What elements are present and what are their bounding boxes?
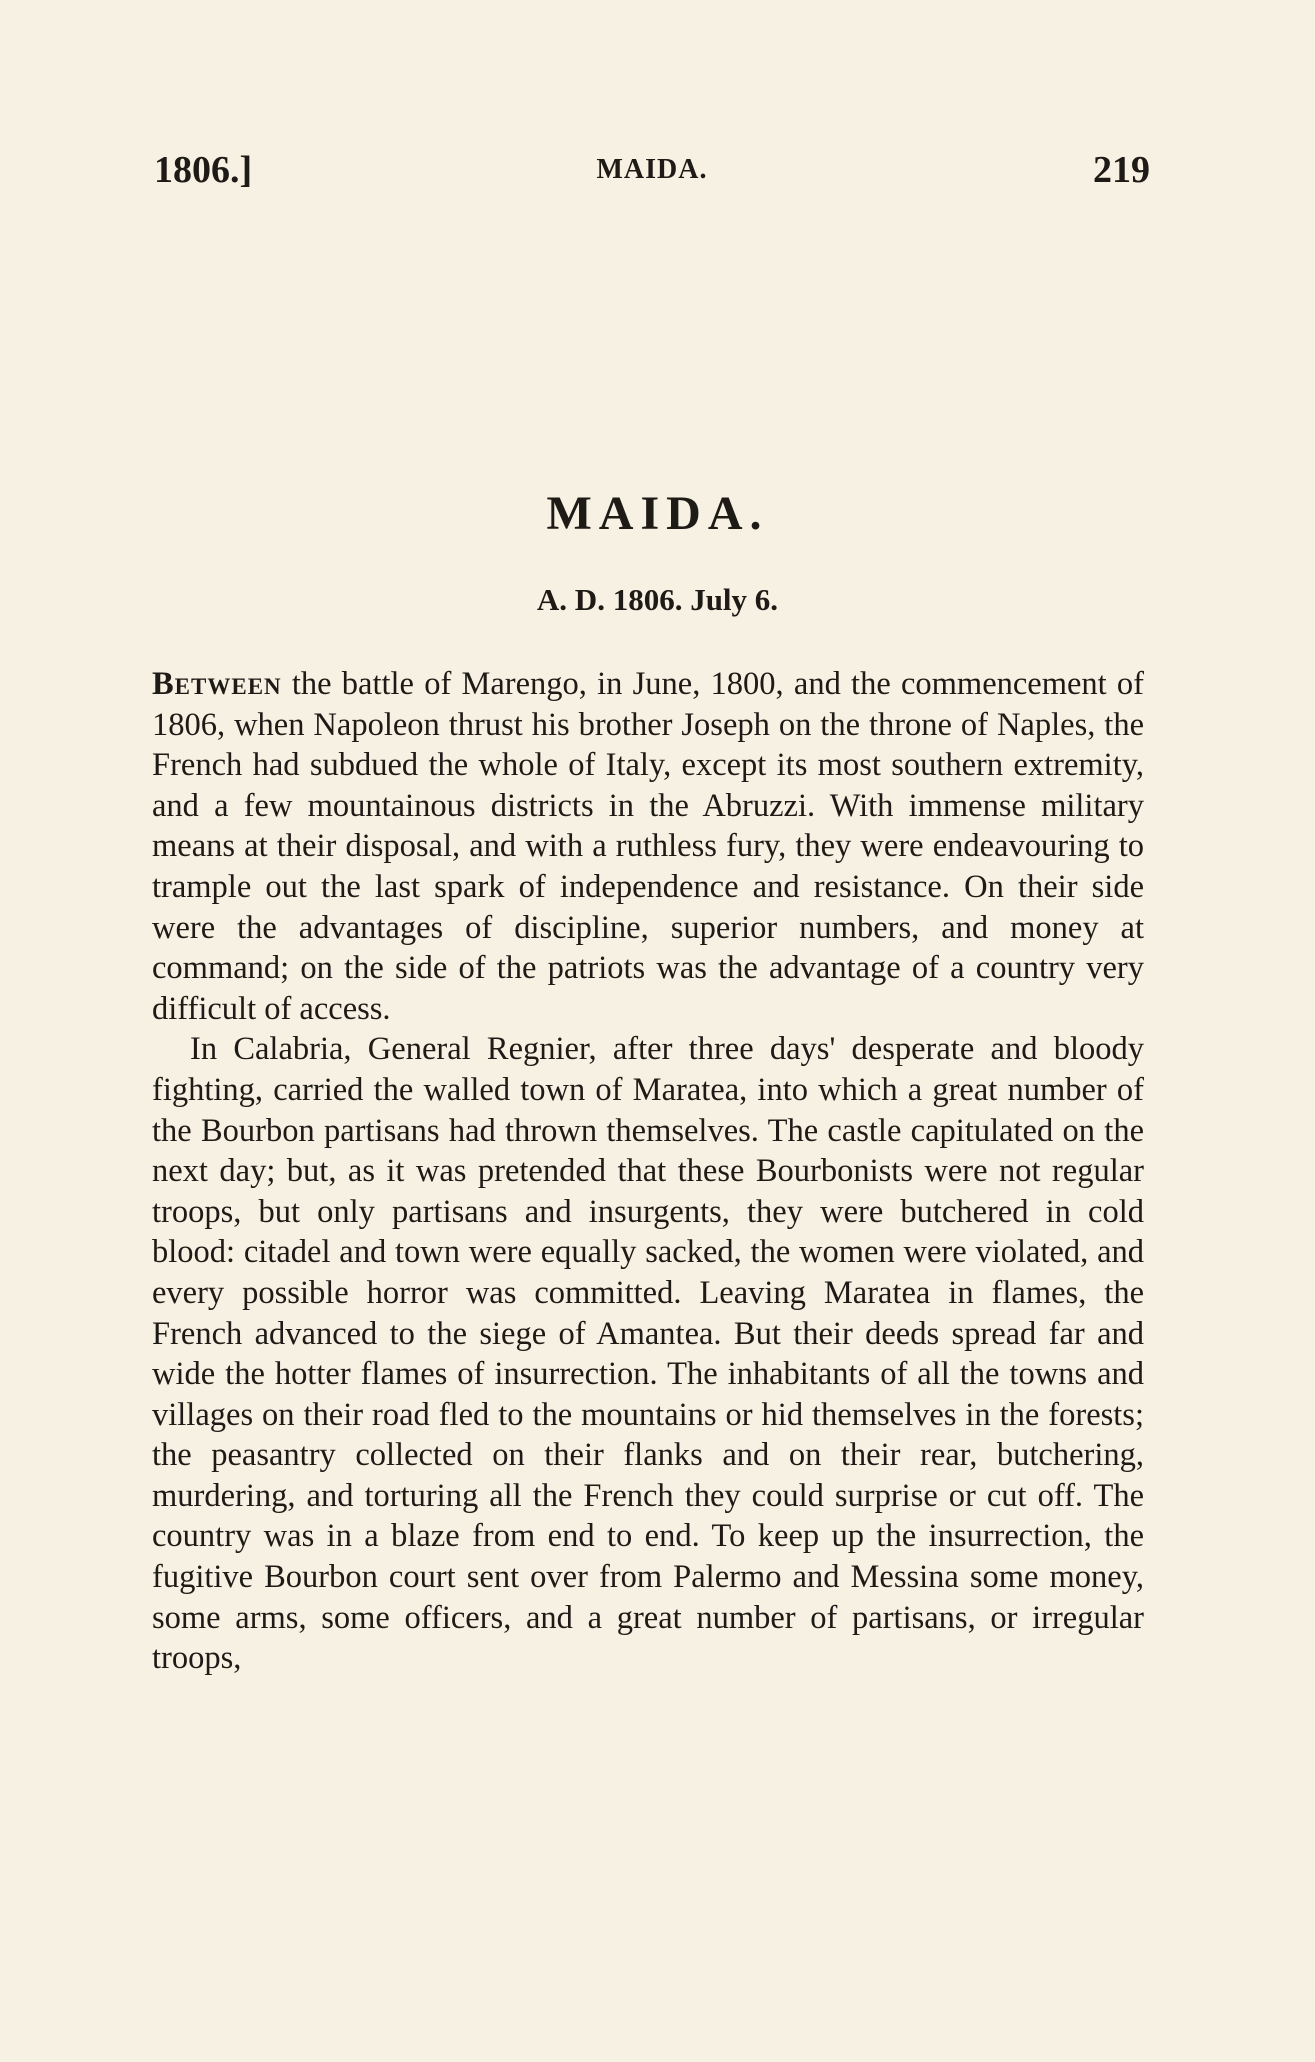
running-head-title: MAIDA. (596, 154, 708, 185)
body-text (152, 664, 1144, 1679)
page-number: 219 (1093, 149, 1150, 191)
chapter-title: MAIDA. (546, 487, 769, 540)
chapter-date: A. D. 1806. July 6. (536, 582, 779, 617)
running-head (154, 148, 1150, 198)
paragraph-lead-word: Between (152, 666, 282, 702)
running-head-year: 1806.] (154, 149, 253, 191)
paragraph-2: In Calabria, General Regnier, after three days' desperate and bloody fighting, carried the walled town of Maratea, into which a great number of the Bourbon partisans had thrown themselves. The castle capitulated on the next day; but, as it was pretended that these Bourbonists were not regular troops, but only partisans and insurgents, they were butchered in cold blood: citadel and town were equally sacked, the women were violated, and every possible horror was committed. Leaving Maratea in flames, the French advanced to the siege of Amantea. But their deeds spread far and wide the hotter flames of insurrection. The inhabitants of all the towns and villages on their road fled to the mountains or hid themselves in the forests; the peasantry collected on their flanks and on their rear, butchering, murdering, and torturing all the French they could surprise or cut off. The country was in a blaze from end to end. To keep up the insurrection, the fugitive Bourbon court sent over from Palermo and Messina some money, some arms, some officers, and a great number of partisans, or irregular troops, (152, 1031, 1144, 1677)
paragraph-1 (152, 664, 1144, 1029)
paragraph-1-text: the battle of Marengo, in June, 1800, and the commencement of 1806, when Napoleon thrust his brother Joseph on the throne of Naples, the French had subdued the whole of Italy, except its most southern extremity, and a few mountainous districts in the Abruzzi. With immense military means at their disposal, and with a ruthless fury, they were endeavouring to trample out the last spark of independence and resistance. On their side were the advantages of discipline, superior numbers, and money at command; on the side of the patriots was the advantage of a country very difficult of access. (152, 666, 1144, 1027)
